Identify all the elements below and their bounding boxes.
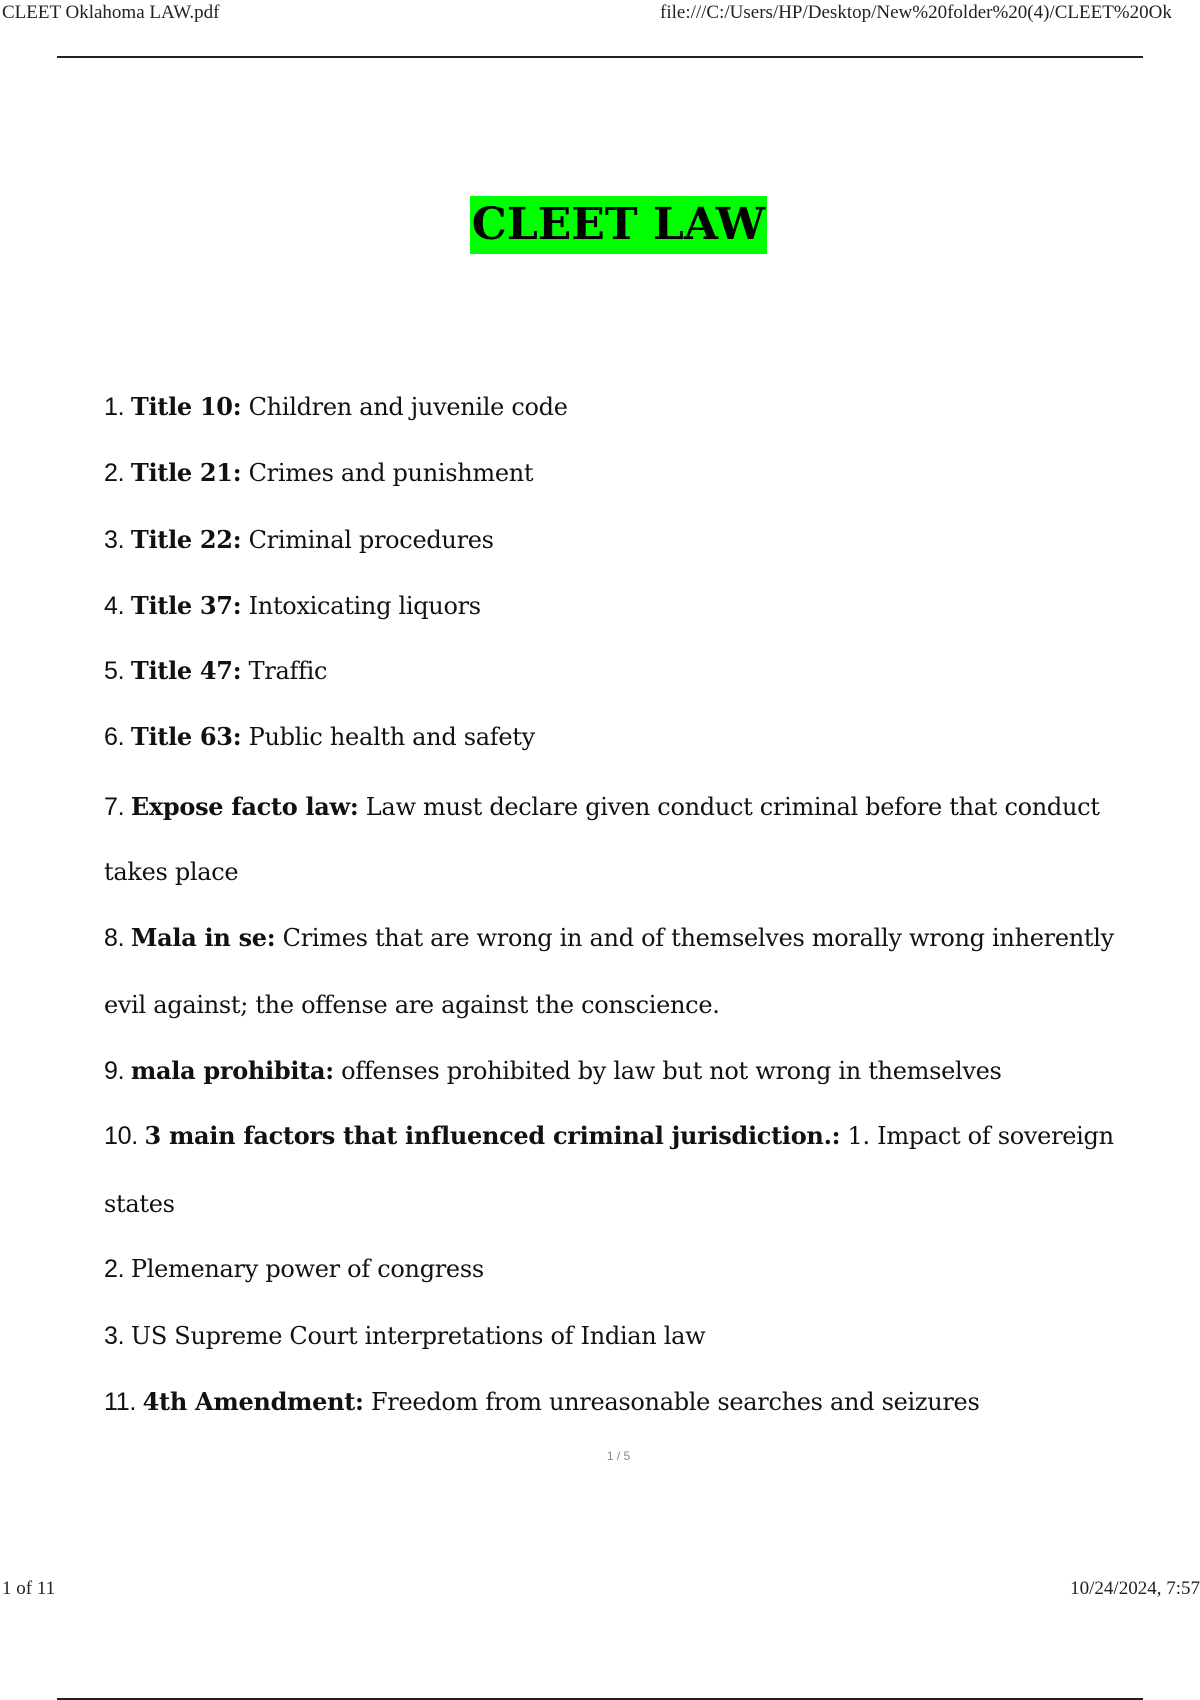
sub-list-item bbox=[104, 1254, 1144, 1284]
item-text: 1. Impact of sovereign bbox=[840, 1122, 1114, 1150]
item-text: evil against; the offense are against the conscience. bbox=[104, 991, 720, 1019]
item-number: 1. bbox=[104, 393, 131, 421]
item-text: Law must declare given conduct criminal before that conduct bbox=[358, 793, 1100, 821]
print-header-url: file:///C:/Users/HP/Desktop/New%20folder%20(4)/CLEET%20Ok bbox=[660, 2, 1172, 23]
list-item-continuation bbox=[104, 857, 1144, 887]
item-text: states bbox=[104, 1190, 175, 1218]
item-text: Criminal procedures bbox=[241, 526, 494, 554]
list-item bbox=[104, 458, 1144, 488]
item-text: Intoxicating liquors bbox=[241, 592, 481, 620]
list-item bbox=[104, 1121, 1144, 1151]
item-number: 6. bbox=[104, 723, 131, 751]
item-number: 10. bbox=[104, 1122, 145, 1150]
item-number: 11. bbox=[104, 1388, 143, 1416]
list-item bbox=[104, 722, 1144, 752]
item-term: Title 63: bbox=[130, 722, 242, 751]
list-item bbox=[104, 392, 1144, 422]
item-term: Title 22: bbox=[130, 525, 242, 554]
item-text: Crimes and punishment bbox=[241, 459, 534, 487]
item-number: 9. bbox=[104, 1057, 131, 1085]
item-number: 2. bbox=[104, 1255, 131, 1283]
list-item bbox=[104, 792, 1144, 822]
item-number: 7. bbox=[104, 793, 131, 821]
list-item-continuation bbox=[104, 990, 1144, 1020]
item-number: 8. bbox=[104, 924, 131, 952]
item-term: Title 47: bbox=[130, 656, 242, 685]
item-term: mala prohibita: bbox=[130, 1056, 334, 1085]
page-indicator: 1 / 5 bbox=[606, 1449, 631, 1463]
item-text: Traffic bbox=[241, 657, 328, 685]
item-term: 4th Amendment: bbox=[142, 1387, 364, 1416]
list-item bbox=[104, 525, 1144, 555]
item-number: 4. bbox=[104, 592, 131, 620]
sub-list-item bbox=[104, 1321, 1144, 1351]
item-term: Mala in se: bbox=[130, 923, 276, 952]
item-term: Expose facto law: bbox=[130, 792, 359, 821]
item-text: Children and juvenile code bbox=[241, 393, 568, 421]
item-term: Title 10: bbox=[130, 392, 242, 421]
item-text: Crimes that are wrong in and of themselves morally wrong inherently bbox=[275, 924, 1114, 952]
item-number: 5. bbox=[104, 657, 131, 685]
list-item bbox=[104, 1387, 1144, 1417]
list-item-continuation bbox=[104, 1189, 1144, 1219]
item-text: takes place bbox=[104, 858, 239, 886]
list-item bbox=[104, 656, 1144, 686]
item-term: Title 21: bbox=[130, 458, 242, 487]
item-number: 2. bbox=[104, 459, 131, 487]
item-term: 3 main factors that influenced criminal jurisdiction.: bbox=[144, 1121, 841, 1150]
print-footer-page-count: 1 of 11 bbox=[2, 1578, 56, 1599]
item-term: Title 37: bbox=[130, 591, 242, 620]
list-item bbox=[104, 1056, 1144, 1086]
item-number: 3. bbox=[104, 1322, 131, 1350]
item-text: Plemenary power of congress bbox=[130, 1255, 484, 1283]
list-item bbox=[104, 923, 1144, 953]
print-footer-timestamp: 10/24/2024, 7:57 bbox=[1070, 1578, 1200, 1599]
item-text: Public health and safety bbox=[241, 723, 535, 751]
document-title: CLEET LAW bbox=[470, 196, 767, 254]
print-header-filename: CLEET Oklahoma LAW.pdf bbox=[2, 2, 220, 23]
item-number: 3. bbox=[104, 526, 131, 554]
item-text: offenses prohibited by law but not wrong in themselves bbox=[333, 1057, 1002, 1085]
header-divider bbox=[57, 56, 1143, 58]
list-item bbox=[104, 591, 1144, 621]
title-container bbox=[0, 196, 1200, 254]
item-text: US Supreme Court interpretations of Indian law bbox=[130, 1322, 706, 1350]
item-text: Freedom from unreasonable searches and seizures bbox=[363, 1388, 980, 1416]
